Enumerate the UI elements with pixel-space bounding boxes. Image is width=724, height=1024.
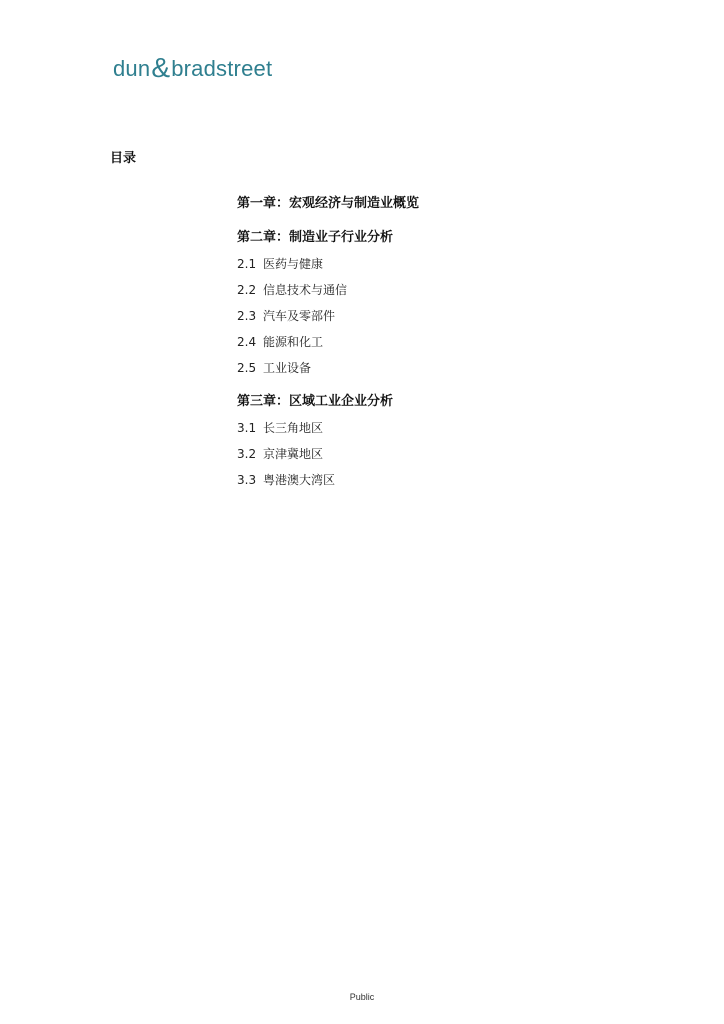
chapter-title[interactable]: 第一章：宏观经济与制造业概览 — [237, 196, 420, 211]
section-number: 2.1 — [237, 257, 257, 271]
section-number: 2.2 — [237, 283, 257, 297]
section-label: 粤港澳大湾区 — [263, 473, 336, 487]
toc-title: 目录 — [110, 151, 137, 166]
section-label: 能源和化工 — [263, 335, 324, 349]
chapter-1 — [237, 195, 637, 213]
chapter-3 — [237, 393, 637, 489]
toc-entry[interactable] — [237, 307, 637, 325]
logo-text-bradstreet: bradstreet — [171, 56, 273, 81]
toc-entry[interactable] — [237, 445, 637, 463]
chapter-title[interactable]: 第三章：区域工业企业分析 — [237, 394, 394, 409]
section-label: 信息技术与通信 — [263, 283, 348, 297]
toc-entry[interactable] — [237, 359, 637, 377]
toc-entry[interactable] — [237, 333, 637, 351]
section-label: 汽车及零部件 — [263, 309, 336, 323]
footer-classification: Public — [349, 992, 375, 1002]
toc-entry[interactable] — [237, 419, 637, 437]
toc-entry[interactable] — [237, 281, 637, 299]
section-number: 3.3 — [237, 473, 257, 487]
section-number: 2.3 — [237, 309, 257, 323]
table-of-contents — [237, 195, 637, 497]
section-label: 医药与健康 — [263, 257, 324, 271]
toc-entry[interactable] — [237, 471, 637, 489]
dun-bradstreet-logo — [113, 54, 272, 84]
section-label: 工业设备 — [263, 361, 312, 375]
section-number: 3.1 — [237, 421, 257, 435]
section-label: 京津冀地区 — [263, 447, 324, 461]
section-number: 2.4 — [237, 335, 257, 349]
section-number: 2.5 — [237, 361, 257, 375]
chapter-title[interactable]: 第二章：制造业子行业分析 — [237, 230, 394, 245]
logo-text-dun: dun — [113, 56, 151, 81]
logo-ampersand: & — [151, 52, 171, 83]
section-number: 3.2 — [237, 447, 257, 461]
section-label: 长三角地区 — [263, 421, 324, 435]
chapter-2 — [237, 229, 637, 377]
toc-entry[interactable] — [237, 255, 637, 273]
